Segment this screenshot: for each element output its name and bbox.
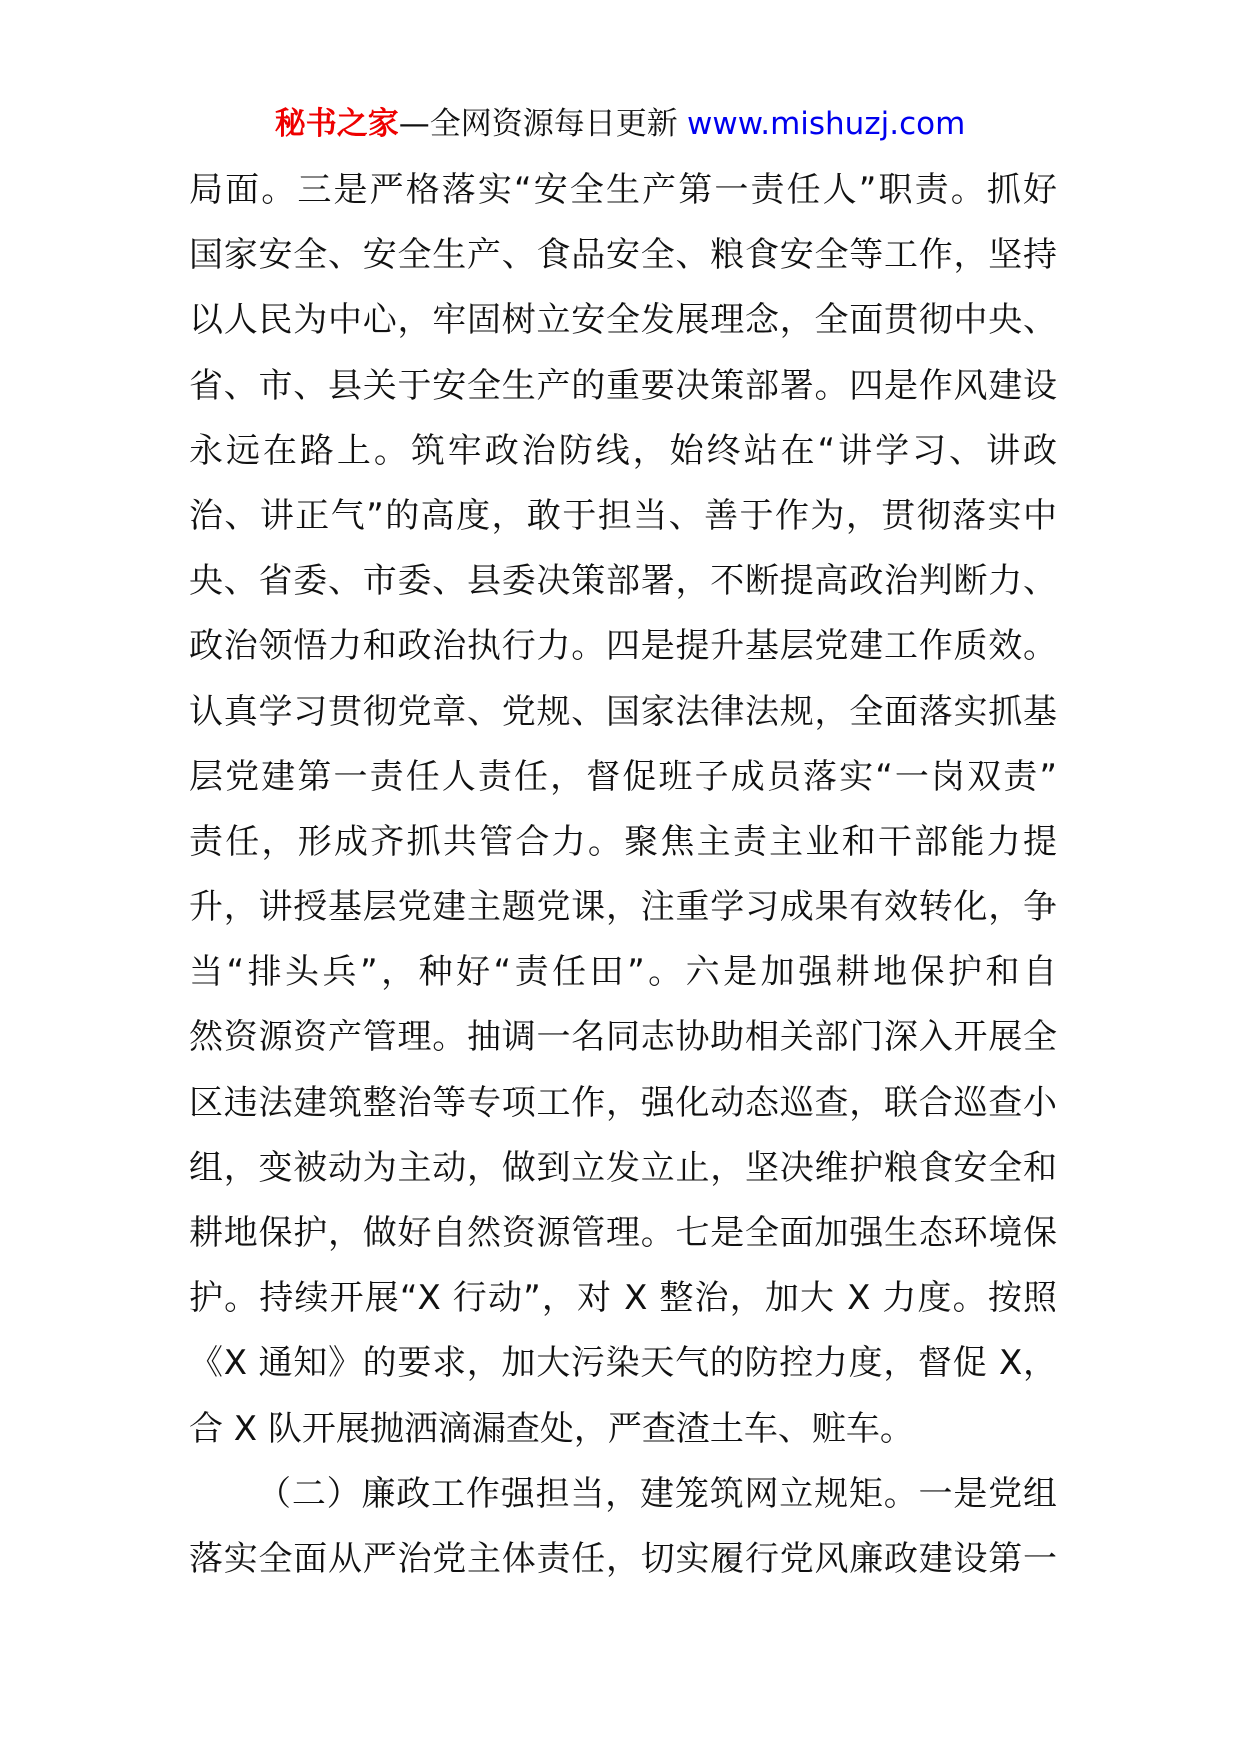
text-line: 国家安全、安全生产、食品安全、粮食安全等工作，坚持 xyxy=(189,235,1057,276)
paragraph xyxy=(189,1462,1057,1592)
text-line: 耕地保护，做好自然资源管理。七是全面加强生态环境保 xyxy=(189,1213,1057,1253)
text-line: 省、市、县关于安全生产的重要决策部署。四是作风建设 xyxy=(189,365,1057,406)
text-line: 升，讲授基层党建主题党课，注重学习成果有效转化，争 xyxy=(189,887,1057,928)
site-brand: 秘书之家 xyxy=(274,106,399,142)
section-heading-line: （二）廉政工作强担当，建笼筑网立规矩。一是党组 xyxy=(257,1473,1057,1514)
site-tagline: —全网资源每日更新 xyxy=(398,106,678,142)
text-line: 治、讲正气”的高度，敢于担当、善于作为，贯彻落实中 xyxy=(189,495,1057,536)
text-line: 层党建第一责任人责任，督促班子成员落实“一岗双责” xyxy=(189,756,1057,797)
text-line: 区违法建筑整治等专项工作，强化动态巡查，联合巡查小 xyxy=(189,1082,1057,1123)
text-line: 以人民为中心，牢固树立安全发展理念，全面贯彻中央、 xyxy=(189,300,1057,341)
text-line: 政治领悟力和政治执行力。四是提升基层党建工作质效。 xyxy=(189,626,1057,667)
text-line: 护。持续开展“X 行动”，对 X 整治，加大 X 力度。按照 xyxy=(189,1278,1057,1319)
text-line: 局面。三是严格落实“安全生产第一责任人”职责。抓好 xyxy=(189,170,1057,210)
text-line: 《X 通知》的要求，加大污染天气的防控力度，督促 X， xyxy=(189,1343,1057,1384)
text-line: 合 X 队开展抛洒滴漏查处，严查渣土车、赃车。 xyxy=(189,1408,914,1449)
site-url: www.mishuzj.com xyxy=(687,106,966,142)
text-line: 落实全面从严治党主体责任，切实履行党风廉政建设第一 xyxy=(189,1538,1057,1579)
text-line: 然资源资产管理。抽调一名同志协助相关部门深入开展全 xyxy=(189,1017,1057,1058)
text-line: 组，变被动为主动，做到立发立止，坚决维护粮食安全和 xyxy=(189,1147,1057,1188)
text-line: 央、省委、市委、县委决策部署，不断提高政治判断力、 xyxy=(189,561,1057,602)
text-line: 当“排头兵”，种好“责任田”。六是加强耕地保护和自 xyxy=(189,952,1057,993)
document-body xyxy=(189,158,1057,1592)
text-line: 责任，形成齐抓共管合力。聚焦主责主业和干部能力提 xyxy=(189,821,1057,862)
paragraph xyxy=(189,158,1057,1462)
text-line: 认真学习贯彻党章、党规、国家法律法规，全面落实抓基 xyxy=(189,691,1057,732)
text-line: 永远在路上。筑牢政治防线，始终站在“讲学习、讲政 xyxy=(189,430,1057,471)
site-header xyxy=(0,104,1240,144)
